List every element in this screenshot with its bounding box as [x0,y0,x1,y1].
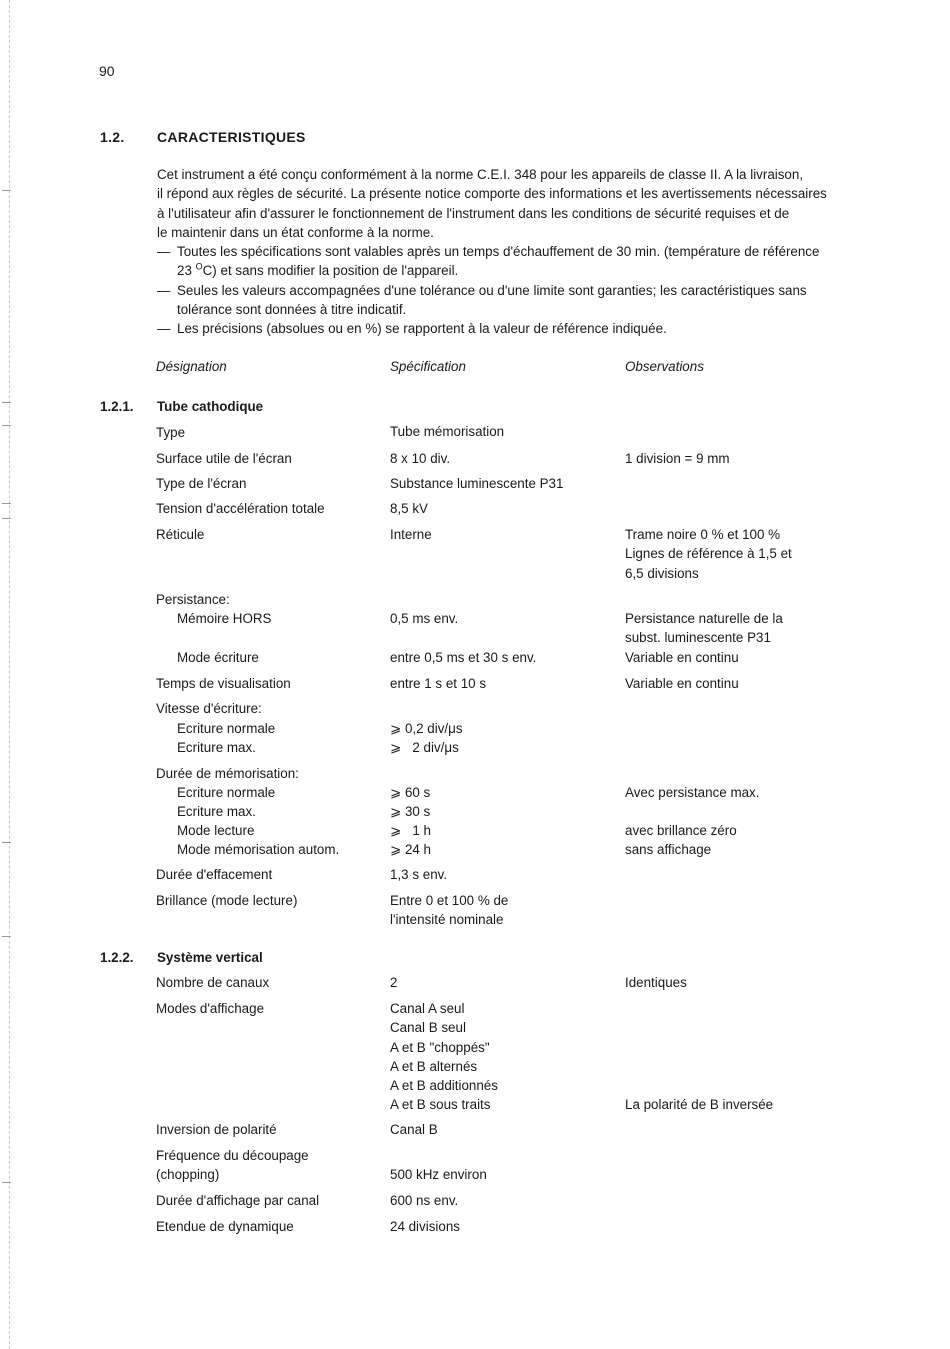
spec-observation: 1 division = 9 mm [625,451,730,466]
spec-value: Tube mémorisation [390,424,505,439]
display-mode: Canal B seul [390,1020,466,1036]
intro-line: il répond aux règles de sécurité. La présente notice comporte des informations et les avertissements nécessaires [157,186,827,202]
spec-value: Canal B [390,1122,438,1137]
spec-group-label: Durée de mémorisation: [156,766,299,781]
bullet-item [157,281,877,300]
spec-value-line: l'intensité nominale [390,912,504,928]
section-title: CARACTERISTIQUES [157,129,306,145]
spec-value [390,891,508,930]
spec-value: 8,5 kV [390,501,428,516]
spec-value: ⩾ 2 div/μs [390,740,459,755]
spec-label: Inversion de polarité [156,1122,277,1137]
spec-value: ⩾ 1 h [390,823,431,838]
margin-tick [2,425,11,426]
margin-tick [2,842,11,843]
margin-tick [2,936,11,937]
bullet-item [157,242,877,261]
column-header-observations: Observations [625,359,704,374]
spec-observation: Identiques [625,975,687,990]
spec-observation [625,525,792,583]
spec-value: 2 [390,975,398,990]
spec-value: ⩾ 30 s [390,804,431,819]
spec-label: Mode écriture [177,650,259,665]
bullet-dash: — [157,244,171,260]
column-header-specification: Spécification [390,359,466,374]
bullet-text: Seules les valeurs accompagnées d'une tolérance ou d'une limite sont garanties; les caractéristiques sans [177,282,807,298]
spec-value: ⩾ 0,2 div/μs [390,721,463,736]
spec-value: 1,3 s env. [390,867,448,882]
spec-value: ⩾ 60 s [390,785,431,800]
spec-group-label: Persistance: [156,592,230,607]
intro-line: à l'utilisateur afin d'assurer le fonctionnement de l'instrument dans les conditions de sécurité requises et de [157,205,790,221]
column-header-designation: Désignation [156,359,227,374]
spec-value: entre 0,5 ms et 30 s env. [390,650,537,665]
spec-value: Substance luminescente P31 [390,476,564,491]
display-mode: A et B alternés [390,1058,478,1074]
observation-line: subst. luminescente P31 [625,630,771,646]
spec-label: Durée d'effacement [156,867,273,882]
spec-observation: sans affichage [625,842,712,857]
spec-label-line: (chopping) [156,1167,220,1183]
spec-observation: Avec persistance max. [625,785,760,800]
spec-observation: Variable en continu [625,676,739,691]
spec-label: Type [156,425,186,440]
bullet-continuation [157,261,877,280]
spec-value: 500 kHz environ [390,1167,487,1182]
spec-label: Mode mémorisation autom. [177,842,340,857]
observation-line: Trame noire 0 % et 100 % [625,527,781,542]
spec-label: Tension d'accélération totale [156,501,325,516]
spec-observation [625,609,783,648]
spec-label: Temps de visualisation [156,676,291,691]
spec-observation: La polarité de B inversée [625,1097,774,1112]
spec-label: Mode lecture [177,823,255,838]
spec-label: Ecriture max. [177,804,256,819]
display-mode: A et B "choppés" [390,1039,490,1055]
spec-value-list [390,999,498,1115]
subsection-number: 1.2.1. [100,399,134,414]
margin-tick [2,402,11,403]
display-mode: Canal A seul [390,1001,465,1016]
subsection-title: Système vertical [157,950,263,965]
spec-label-line: Fréquence du découpage [156,1148,309,1163]
degree-sup: O [195,262,203,273]
observation-line: Lignes de référence à 1,5 et [625,546,792,562]
spec-label: Ecriture normale [177,785,276,800]
margin-tick [2,1182,11,1183]
spec-value: Interne [390,527,432,542]
spec-label: Brillance (mode lecture) [156,893,298,908]
spec-value: 24 divisions [390,1219,460,1234]
page-number: 90 [99,63,115,79]
spec-label: Nombre de canaux [156,975,270,990]
display-mode: A et B sous traits [390,1097,491,1113]
spec-value: 8 x 10 div. [390,451,451,466]
margin-tick [2,190,11,191]
spec-label: Ecriture normale [177,721,276,736]
spec-label [156,1146,309,1185]
spec-label: Ecriture max. [177,740,256,755]
display-mode: A et B additionnés [390,1078,498,1094]
spec-label: Réticule [156,527,205,542]
section-number: 1.2. [100,129,125,145]
bullet-text: C) et sans modifier la position de l'appareil. [202,263,459,279]
spec-label: Etendue de dynamique [156,1219,294,1234]
spec-observation: avec brillance zéro [625,823,737,838]
spec-label: Surface utile de l'écran [156,451,292,466]
spec-value: ⩾ 24 h [390,842,432,857]
observation-line: Persistance naturelle de la [625,611,783,626]
spec-label: Mémoire HORS [177,611,272,626]
spec-label: Modes d'affichage [156,1001,265,1016]
bullet-item [157,319,877,338]
spec-value: entre 1 s et 10 s [390,676,487,691]
observation-line: 6,5 divisions [625,565,699,581]
spec-group-label: Vitesse d'écriture: [156,701,262,716]
spec-value-line: Entre 0 et 100 % de [390,893,509,908]
intro-line: Cet instrument a été conçu conformément à la norme C.E.I. 348 pour les appareils de classe II. A la livraison, [157,167,804,182]
bullet-text: Toutes les spécifications sont valables après un temps d'échauffement de 30 min. (température de référence [177,244,820,260]
spec-label: Durée d'affichage par canal [156,1193,320,1208]
margin-tick [2,503,11,504]
binding-margin-line [9,0,11,1349]
spec-value: 600 ns env. [390,1193,459,1208]
subsection-title: Tube cathodique [157,399,264,414]
bullet-dash: — [157,282,171,298]
bullet-text: 23 [177,263,196,279]
bullet-text: Les précisions (absolues ou en %) se rapportent à la valeur de référence indiquée. [177,321,667,337]
spec-value: 0,5 ms env. [390,611,459,626]
subsection-number: 1.2.2. [100,950,134,965]
intro-line: le maintenir dans un état conforme à la norme. [157,224,434,240]
intro-text [157,165,877,339]
bullet-continuation: tolérance sont données à titre indicatif. [177,302,407,318]
margin-tick [2,518,11,519]
spec-observation: Variable en continu [625,650,739,665]
spec-label: Type de l'écran [156,476,247,491]
bullet-dash: — [157,321,171,337]
